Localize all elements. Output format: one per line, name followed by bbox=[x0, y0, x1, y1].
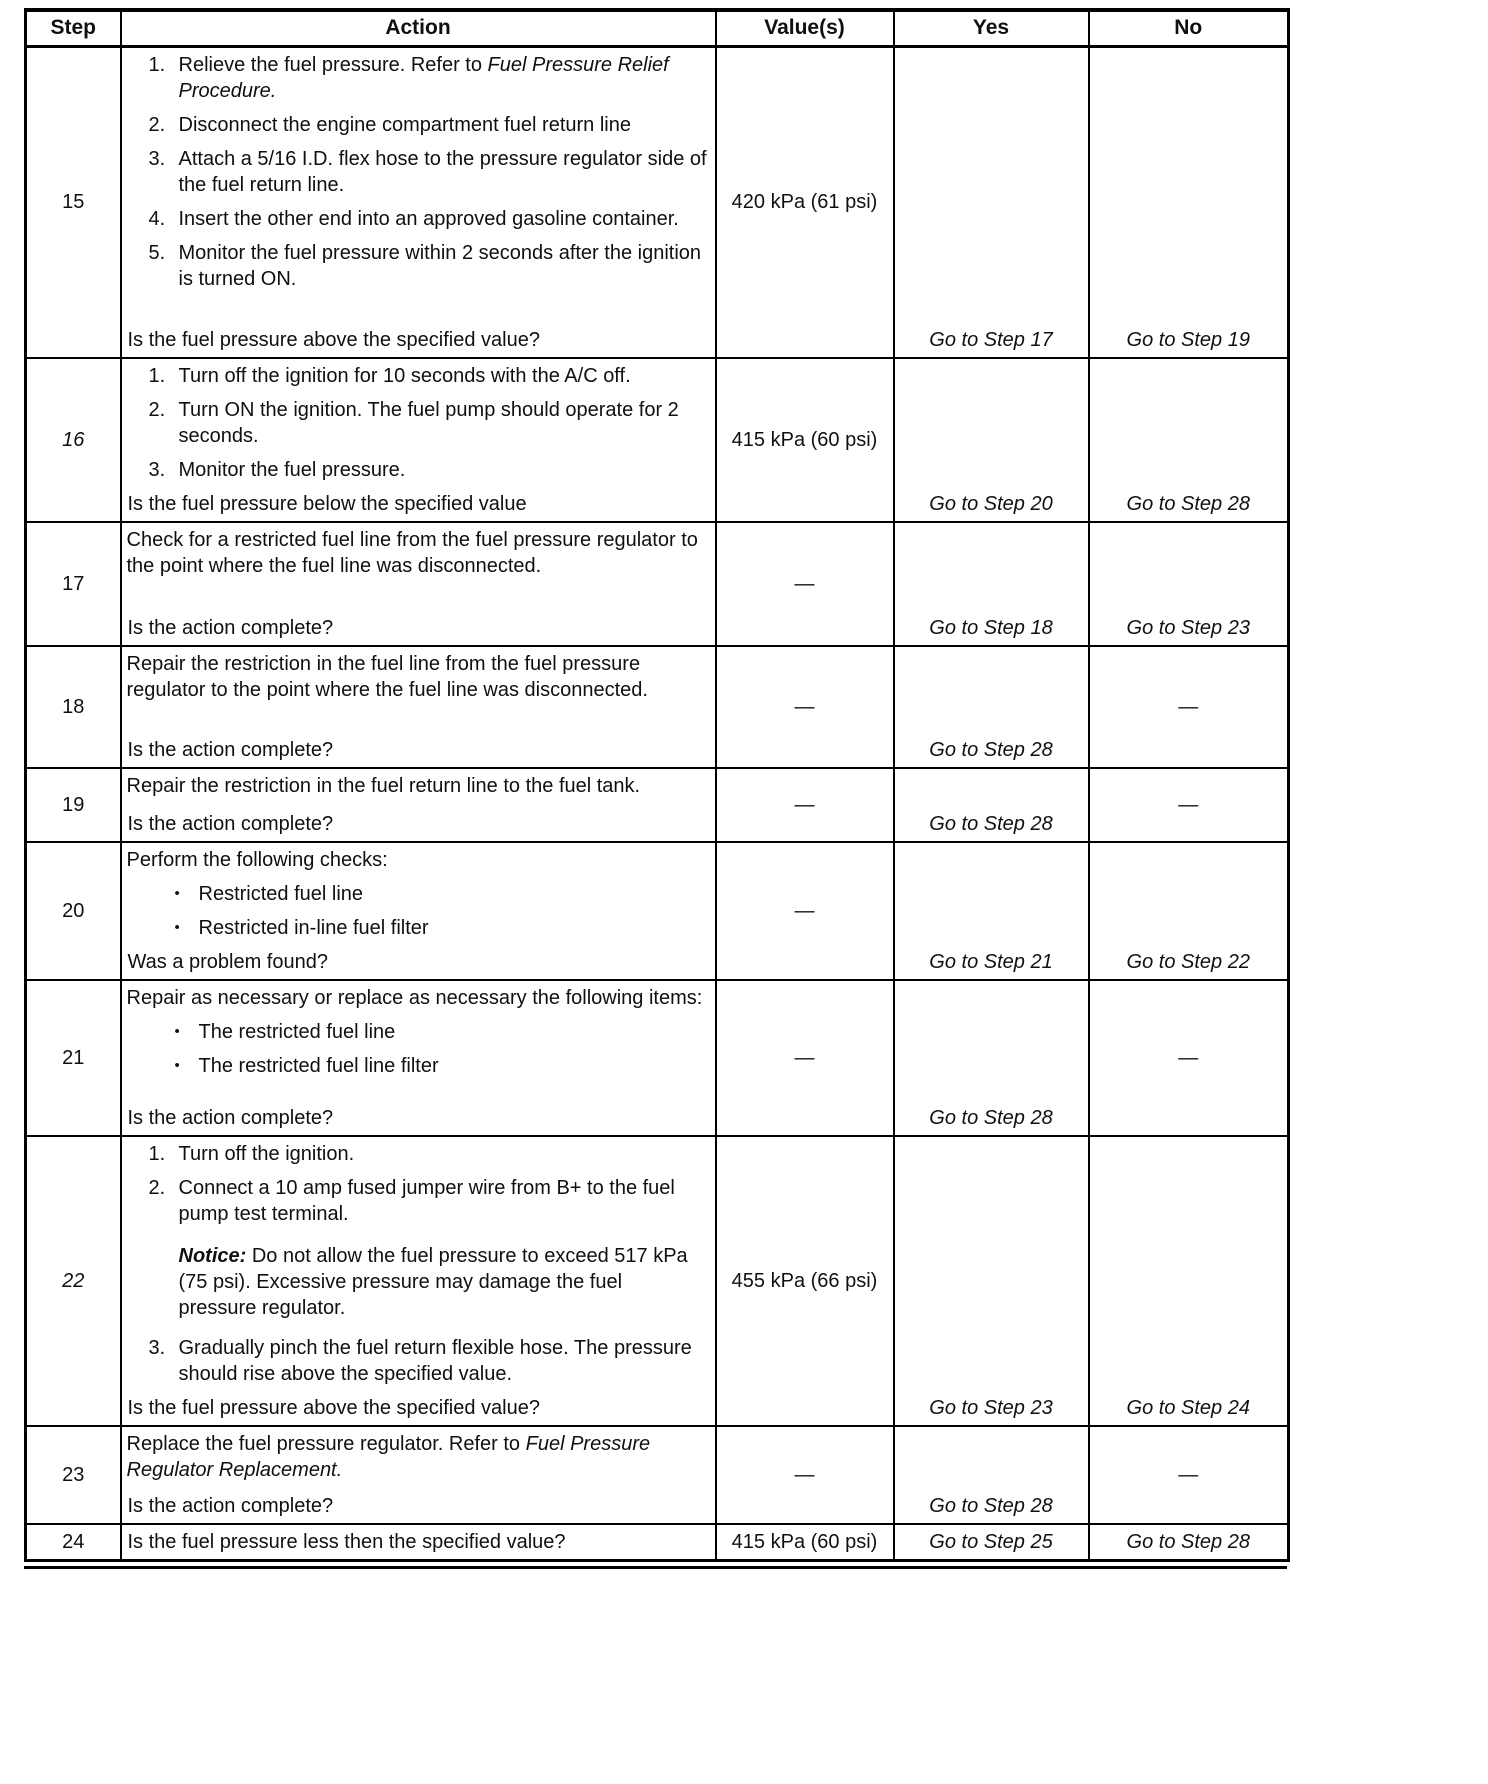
number-marker: 2. bbox=[148, 113, 166, 136]
value-cell: 415 kPa (60 psi) bbox=[716, 358, 894, 522]
no-cell: — bbox=[1089, 1426, 1289, 1524]
question-text: Was a problem found? bbox=[127, 951, 328, 973]
text-segment: Monitor the fuel pressure within 2 seconds after the ignition is turned ON. bbox=[178, 241, 702, 290]
action-cell bbox=[121, 522, 716, 646]
action-body bbox=[127, 985, 709, 1105]
action-item-bullet bbox=[127, 915, 709, 941]
action-item-bullet bbox=[127, 1019, 709, 1045]
no-cell: — bbox=[1089, 646, 1289, 768]
number-marker: 1. bbox=[148, 53, 166, 76]
table-row bbox=[26, 46, 1289, 358]
item-text bbox=[179, 457, 709, 483]
yes-cell: Go to Step 28 bbox=[894, 1426, 1089, 1524]
text-segment: Monitor the fuel pressure. bbox=[178, 459, 406, 481]
question-text: Is the fuel pressure above the specified value? bbox=[127, 329, 540, 351]
action-cell bbox=[121, 980, 716, 1136]
value-cell: — bbox=[716, 842, 894, 980]
number-marker: 3. bbox=[148, 459, 166, 481]
item-text bbox=[199, 881, 709, 907]
text-segment: Fuel Pressure Regulator Replacement. bbox=[126, 1433, 651, 1481]
table-row bbox=[26, 1524, 1289, 1561]
action-content bbox=[127, 527, 709, 642]
yes-cell: Go to Step 18 bbox=[894, 522, 1089, 646]
question-text: Is the action complete? bbox=[127, 1107, 334, 1129]
item-text bbox=[179, 240, 709, 292]
action-body bbox=[127, 1431, 709, 1493]
text-segment: Connect a 10 amp fused jumper wire from B+ to the fuel pump test terminal. bbox=[178, 1177, 675, 1225]
number-marker: 3. bbox=[148, 1337, 166, 1359]
item-text bbox=[179, 112, 709, 138]
text-segment: Turn ON the ignition. The fuel pump should operate for 2 seconds. bbox=[178, 399, 679, 447]
step-cell: 24 bbox=[26, 1524, 121, 1561]
action-item-num bbox=[127, 1141, 709, 1167]
value-cell: 455 kPa (66 psi) bbox=[716, 1136, 894, 1426]
bottom-double-rule bbox=[24, 1566, 1287, 1569]
action-body bbox=[127, 1141, 709, 1395]
diagnostic-table bbox=[24, 8, 1290, 1562]
text-segment: Repair the restriction in the fuel return line to the fuel tank. bbox=[126, 775, 641, 797]
action-body bbox=[127, 363, 709, 491]
no-cell: Go to Step 28 bbox=[1089, 1524, 1289, 1561]
yes-cell: Go to Step 21 bbox=[894, 842, 1089, 980]
action-item-num bbox=[127, 112, 709, 138]
action-cell bbox=[121, 358, 716, 522]
yes-cell: Go to Step 25 bbox=[894, 1524, 1089, 1561]
step-cell: 21 bbox=[26, 980, 121, 1136]
action-cell bbox=[121, 46, 716, 358]
item-text bbox=[179, 363, 709, 389]
action-item-num bbox=[127, 240, 709, 292]
text-segment: Do not allow the fuel pressure to exceed 517 kPa (75 psi). Excessive pressure may damage the fuel pressure regulator. bbox=[178, 1245, 688, 1319]
action-item-notice bbox=[179, 1243, 705, 1321]
text-segment: Gradually pinch the fuel return flexible hose. The pressure should rise above the specified value. bbox=[178, 1337, 692, 1385]
value-cell: — bbox=[716, 1426, 894, 1524]
text-segment: Disconnect the engine compartment fuel return line bbox=[178, 113, 631, 136]
text-segment: Relieve the fuel pressure. Refer to bbox=[178, 53, 488, 76]
step-cell: 23 bbox=[26, 1426, 121, 1524]
text-segment: Attach a 5/16 I.D. flex hose to the pressure regulator side of the fuel return line. bbox=[178, 147, 707, 196]
number-marker: 1. bbox=[148, 365, 166, 387]
step-cell: 15 bbox=[26, 46, 121, 358]
action-item-num bbox=[127, 457, 709, 483]
action-item-para bbox=[127, 651, 709, 703]
action-item-para bbox=[127, 985, 709, 1011]
no-cell: Go to Step 24 bbox=[1089, 1136, 1289, 1426]
bullet-marker: • bbox=[174, 1023, 180, 1040]
text-segment: The restricted fuel line filter bbox=[198, 1055, 439, 1077]
number-marker: 1. bbox=[148, 1143, 166, 1165]
action-content bbox=[127, 1141, 709, 1422]
item-text bbox=[179, 146, 709, 198]
step-cell: 17 bbox=[26, 522, 121, 646]
action-cell bbox=[121, 1524, 716, 1561]
item-text bbox=[199, 1019, 709, 1045]
value-cell: — bbox=[716, 522, 894, 646]
action-content bbox=[127, 985, 709, 1132]
action-body bbox=[127, 847, 709, 949]
yes-cell: Go to Step 28 bbox=[894, 646, 1089, 768]
no-cell: Go to Step 23 bbox=[1089, 522, 1289, 646]
step-cell: 22 bbox=[26, 1136, 121, 1426]
action-item-num bbox=[127, 397, 709, 449]
action-item-para bbox=[127, 527, 709, 579]
number-marker: 2. bbox=[148, 399, 166, 421]
question-text: Is the action complete? bbox=[127, 1495, 334, 1517]
action-item-num bbox=[127, 1175, 709, 1227]
value-cell: 415 kPa (60 psi) bbox=[716, 1524, 894, 1561]
action-content bbox=[127, 1431, 709, 1520]
table-row bbox=[26, 1136, 1289, 1426]
question-text: Is the action complete? bbox=[127, 813, 334, 835]
text-segment: Insert the other end into an approved gasoline container. bbox=[178, 207, 679, 230]
item-text bbox=[179, 397, 709, 449]
bullet-marker: • bbox=[174, 919, 180, 936]
yes-cell: Go to Step 28 bbox=[894, 980, 1089, 1136]
step-cell: 20 bbox=[26, 842, 121, 980]
col-header-no: No bbox=[1089, 10, 1289, 46]
no-cell: — bbox=[1089, 768, 1289, 842]
value-cell: — bbox=[716, 980, 894, 1136]
step-cell: 16 bbox=[26, 358, 121, 522]
no-cell: Go to Step 19 bbox=[1089, 46, 1289, 358]
action-item-para bbox=[127, 1431, 709, 1483]
table-row bbox=[26, 646, 1289, 768]
item-text bbox=[179, 1175, 709, 1227]
item-text bbox=[179, 1141, 709, 1167]
action-body bbox=[127, 52, 709, 328]
no-cell: Go to Step 28 bbox=[1089, 358, 1289, 522]
text-segment: Fuel Pressure Relief Procedure. bbox=[178, 53, 669, 102]
table-row bbox=[26, 522, 1289, 646]
question-text: Is the fuel pressure below the specified value bbox=[127, 493, 527, 515]
action-content bbox=[127, 1529, 709, 1556]
text-segment: Perform the following checks: bbox=[126, 849, 388, 871]
table-header-row bbox=[26, 10, 1289, 46]
action-item-bullet bbox=[127, 1053, 709, 1079]
col-header-step: Step bbox=[26, 10, 121, 46]
text-segment: The restricted fuel line bbox=[198, 1021, 396, 1043]
action-content bbox=[127, 52, 709, 355]
value-cell: 420 kPa (61 psi) bbox=[716, 46, 894, 358]
text-segment: Repair the restriction in the fuel line from the fuel pressure regulator to the point where the fuel line was disconnected. bbox=[126, 653, 648, 701]
table-row bbox=[26, 768, 1289, 842]
table-row bbox=[26, 842, 1289, 980]
action-item-num bbox=[127, 363, 709, 389]
number-marker: 5. bbox=[148, 241, 166, 264]
item-text bbox=[179, 1335, 709, 1387]
step-cell: 18 bbox=[26, 646, 121, 768]
action-cell bbox=[121, 646, 716, 768]
no-cell: — bbox=[1089, 980, 1289, 1136]
text-segment: Repair as necessary or replace as necessary the following items: bbox=[126, 987, 703, 1009]
col-header-action: Action bbox=[121, 10, 716, 46]
action-content bbox=[127, 363, 709, 518]
bullet-marker: • bbox=[174, 885, 180, 902]
action-cell bbox=[121, 1426, 716, 1524]
question-text: Is the fuel pressure above the specified value? bbox=[127, 1397, 540, 1419]
action-content bbox=[127, 847, 709, 976]
yes-cell: Go to Step 17 bbox=[894, 46, 1089, 358]
action-item-num bbox=[127, 206, 709, 232]
action-cell bbox=[121, 842, 716, 980]
yes-cell: Go to Step 28 bbox=[894, 768, 1089, 842]
action-cell bbox=[121, 768, 716, 842]
yes-cell: Go to Step 20 bbox=[894, 358, 1089, 522]
value-cell: — bbox=[716, 768, 894, 842]
text-segment: Replace the fuel pressure regulator. Refer to bbox=[126, 1433, 526, 1455]
action-body bbox=[127, 527, 709, 615]
action-cell bbox=[121, 1136, 716, 1426]
item-text bbox=[199, 915, 709, 941]
text-segment: Turn off the ignition. bbox=[178, 1143, 355, 1165]
bullet-marker: • bbox=[174, 1057, 180, 1074]
text-segment: Turn off the ignition for 10 seconds with the A/C off. bbox=[178, 365, 631, 387]
col-header-yes: Yes bbox=[894, 10, 1089, 46]
text-segment: Restricted fuel line bbox=[198, 883, 364, 905]
item-text bbox=[199, 1053, 709, 1079]
no-cell: Go to Step 22 bbox=[1089, 842, 1289, 980]
number-marker: 2. bbox=[148, 1177, 166, 1199]
action-item-para bbox=[127, 847, 709, 873]
item-text bbox=[179, 206, 709, 232]
question-text: Is the fuel pressure less then the specified value? bbox=[127, 1531, 566, 1553]
question-text: Is the action complete? bbox=[127, 617, 334, 639]
action-item-num bbox=[127, 146, 709, 198]
yes-cell: Go to Step 23 bbox=[894, 1136, 1089, 1426]
text-segment: Notice: bbox=[178, 1245, 247, 1267]
table-row bbox=[26, 358, 1289, 522]
step-cell: 19 bbox=[26, 768, 121, 842]
action-content bbox=[127, 651, 709, 764]
action-item-num bbox=[127, 52, 709, 104]
table-row bbox=[26, 1426, 1289, 1524]
action-body bbox=[127, 773, 709, 811]
action-body bbox=[127, 651, 709, 737]
text-segment: Restricted in-line fuel filter bbox=[198, 917, 429, 939]
number-marker: 4. bbox=[148, 207, 166, 230]
action-item-para bbox=[127, 773, 709, 799]
col-header-values: Value(s) bbox=[716, 10, 894, 46]
item-text bbox=[179, 52, 709, 104]
table-row bbox=[26, 980, 1289, 1136]
action-item-bullet bbox=[127, 881, 709, 907]
question-text: Is the action complete? bbox=[127, 739, 334, 761]
text-segment: Check for a restricted fuel line from the fuel pressure regulator to the point where the fuel line was disconnected. bbox=[126, 529, 698, 577]
action-content bbox=[127, 773, 709, 838]
action-item-num bbox=[127, 1335, 709, 1387]
value-cell: — bbox=[716, 646, 894, 768]
number-marker: 3. bbox=[148, 147, 166, 170]
